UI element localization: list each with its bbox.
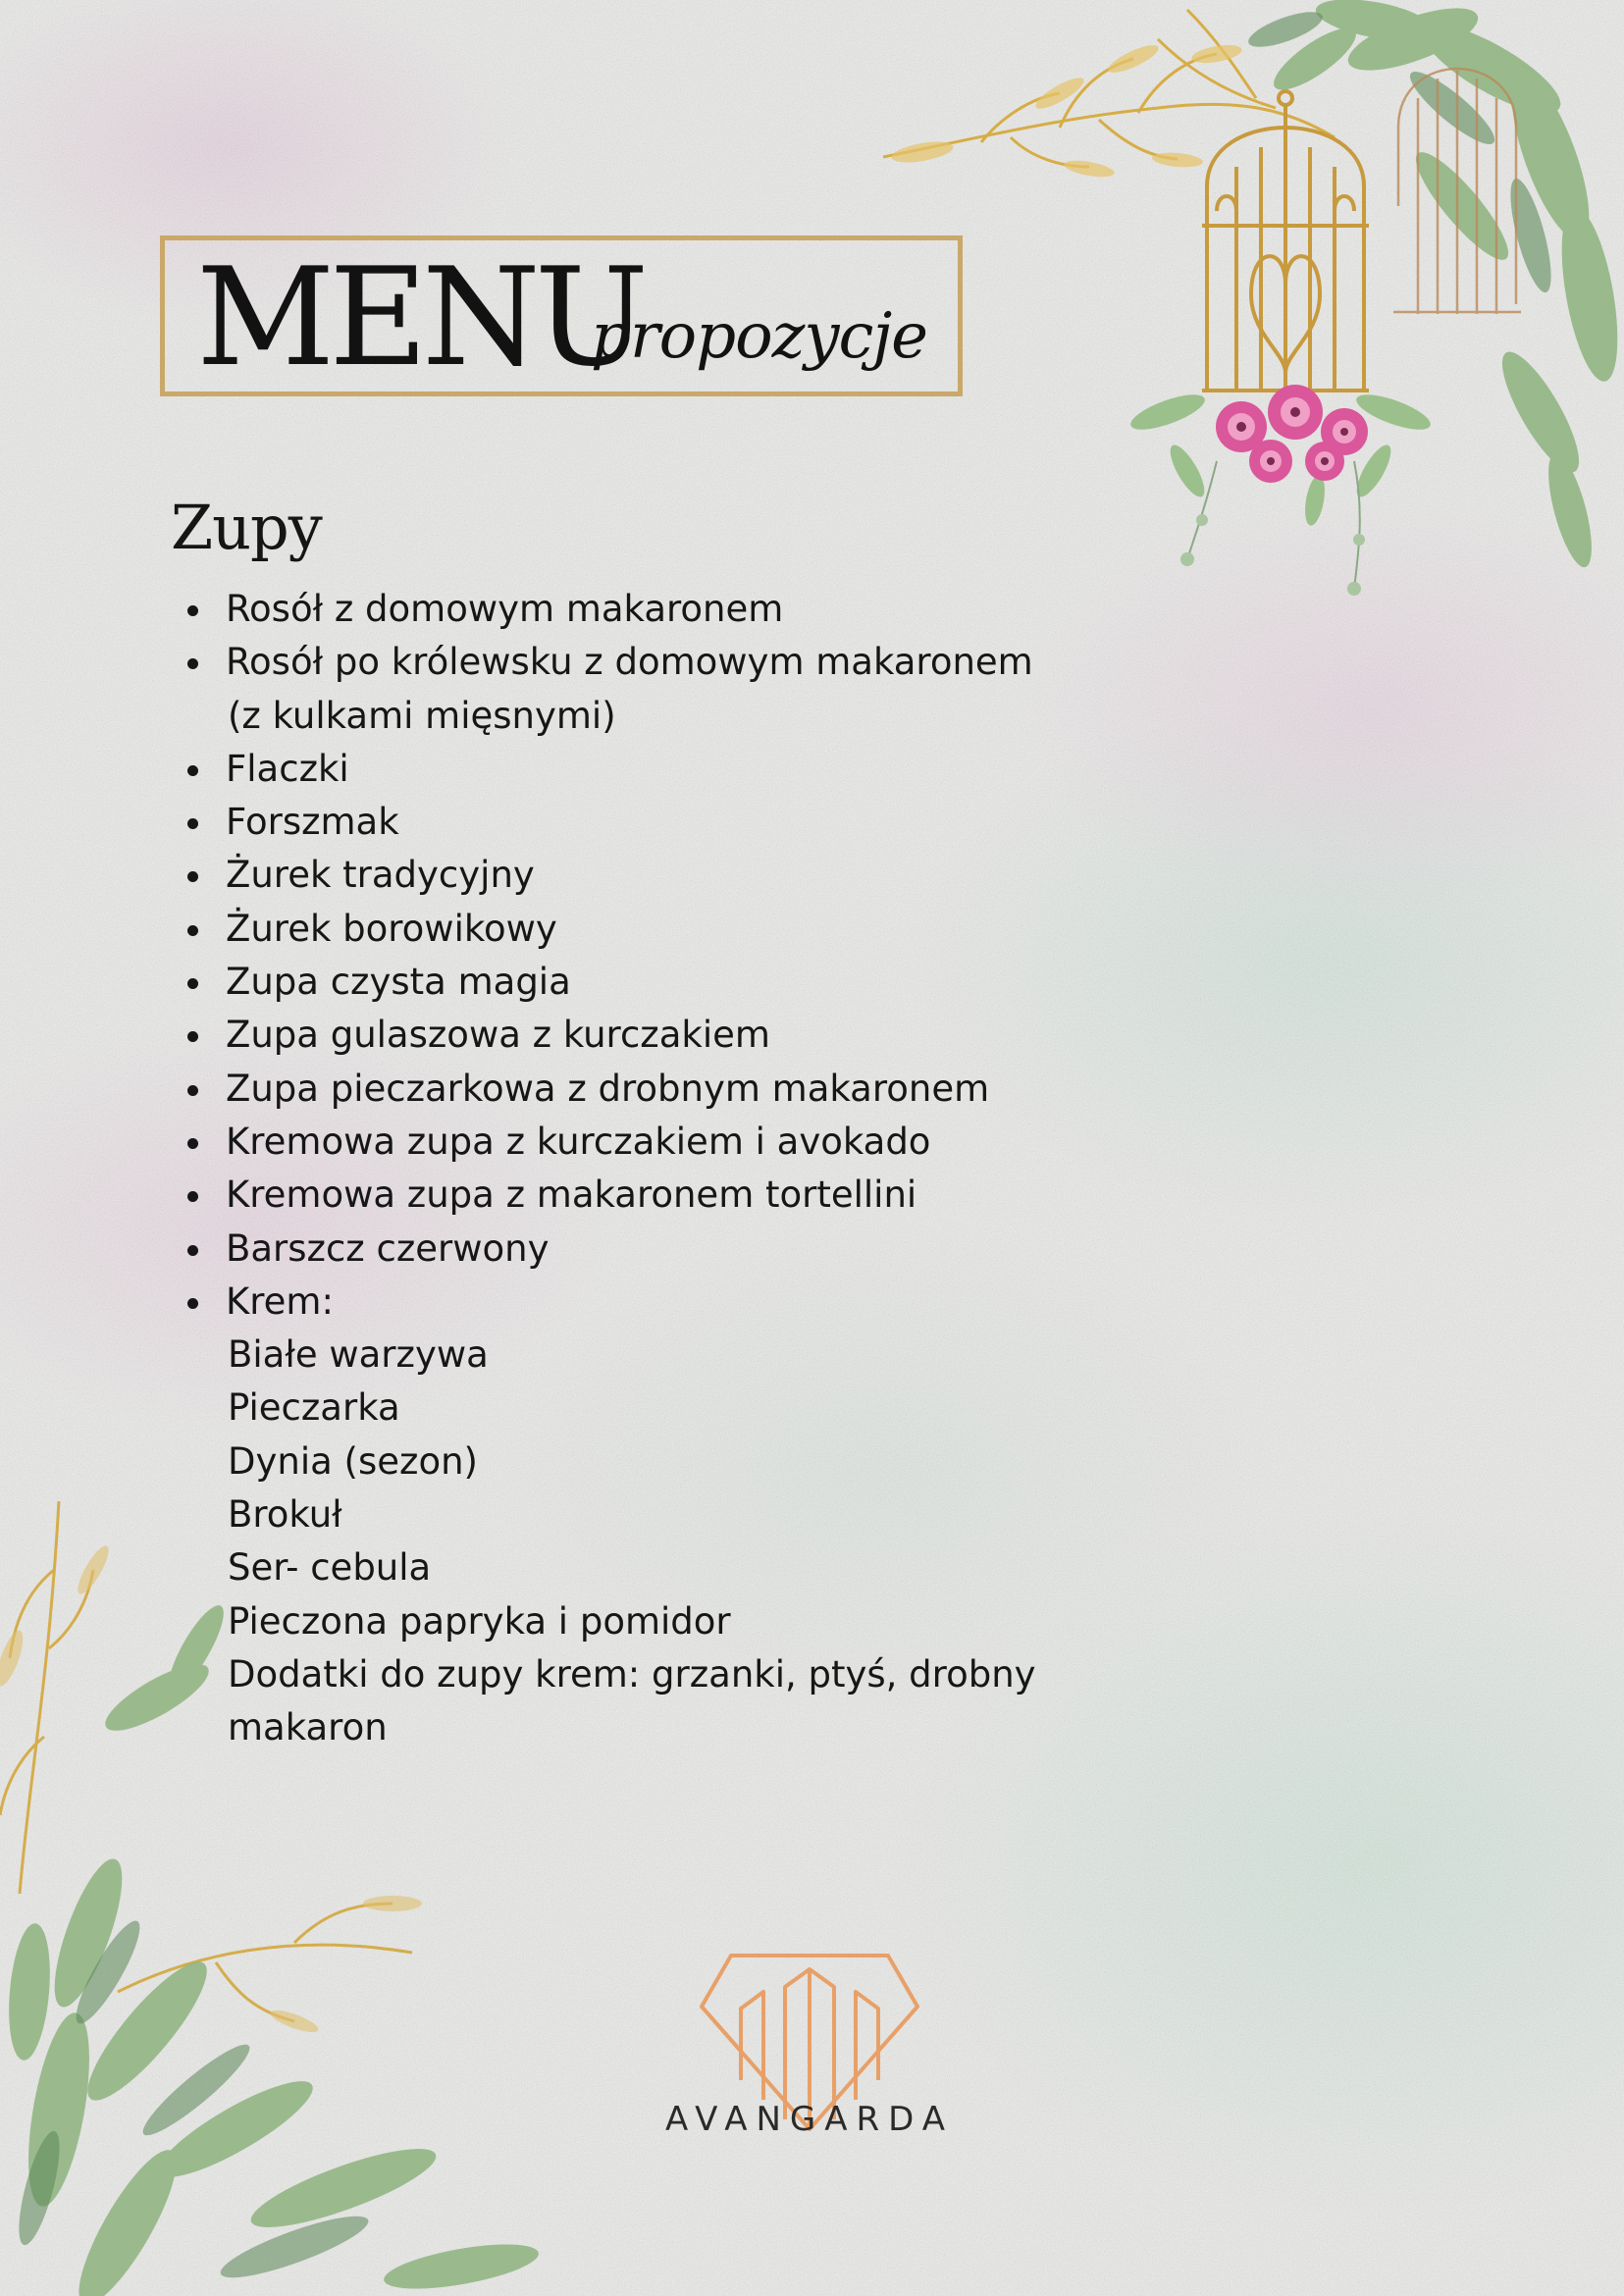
list-item (173, 903, 1164, 956)
birdcage-illustration (864, 0, 1624, 608)
bullet-icon (187, 978, 198, 989)
list-item-subline: Dynia (sezon) (228, 1439, 478, 1483)
list-item-text: Barszcz czerwony (226, 1226, 550, 1270)
list-item (173, 1223, 1164, 1276)
page-subtitle: propozycje (591, 300, 928, 373)
list-item (173, 1063, 1164, 1116)
bullet-icon (187, 1191, 198, 1202)
list-item-text: Zupa gulaszowa z kurczakiem (226, 1014, 770, 1057)
list-item-text: Rosół z domowym makaronem (226, 588, 784, 630)
list-item-text: Zupa czysta magia (226, 961, 571, 1004)
list-item (173, 1009, 1164, 1062)
list-item (173, 849, 1164, 902)
bullet-icon (187, 1298, 198, 1309)
bullet-icon (187, 605, 198, 616)
bullet-icon (187, 925, 198, 936)
brand-name: AVANGARDA (665, 2100, 954, 2139)
list-item (173, 796, 1164, 849)
list-item (173, 956, 1164, 1009)
list-item (173, 1169, 1164, 1222)
list-item-subline: Białe warzywa (228, 1333, 489, 1377)
list-item-text: Żurek tradycyjny (226, 854, 535, 897)
bullet-icon (187, 765, 198, 776)
bullet-icon (187, 1085, 198, 1096)
list-item (173, 636, 1164, 743)
menu-item-list (173, 583, 1164, 1755)
list-item-text: Kremowa zupa z makaronem tortellini (226, 1174, 917, 1217)
list-item-subline: (z kulkami mięsnymi) (228, 694, 616, 737)
bullet-icon (187, 1245, 198, 1256)
bullet-icon (187, 818, 198, 829)
bullet-icon (187, 1138, 198, 1149)
list-item-text: Forszmak (226, 801, 399, 844)
list-item-text: Żurek borowikowy (226, 907, 557, 950)
list-item-subline: Pieczarka (228, 1386, 400, 1430)
list-item-subline: Brokuł (228, 1493, 342, 1537)
bullet-icon (187, 871, 198, 882)
list-item-text: Rosół po królewsku z domowym makaronem (226, 641, 1033, 684)
page-title: MENU (196, 238, 644, 396)
section-heading: Zupy (171, 492, 322, 563)
list-item-text: Kremowa zupa z kurczakiem i avokado (226, 1120, 931, 1163)
bullet-icon (187, 1031, 198, 1042)
list-item (173, 1276, 1164, 1755)
bullet-icon (187, 658, 198, 669)
list-item-text: Flaczki (226, 747, 349, 790)
list-item (173, 743, 1164, 796)
list-item-subline: Dodatki do zupy krem: grzanki, ptyś, drobny (228, 1652, 1036, 1696)
list-item (173, 583, 1164, 636)
list-item-subline: makaron (228, 1706, 388, 1749)
list-item (173, 1116, 1164, 1169)
title-frame (160, 235, 963, 396)
list-item-subline: Ser- cebula (228, 1546, 432, 1590)
list-item-text: Zupa pieczarkowa z drobnym makaronem (226, 1067, 990, 1110)
list-item-subline: Pieczona papryka i pomidor (228, 1599, 731, 1643)
list-item-text: Krem: (226, 1279, 334, 1323)
